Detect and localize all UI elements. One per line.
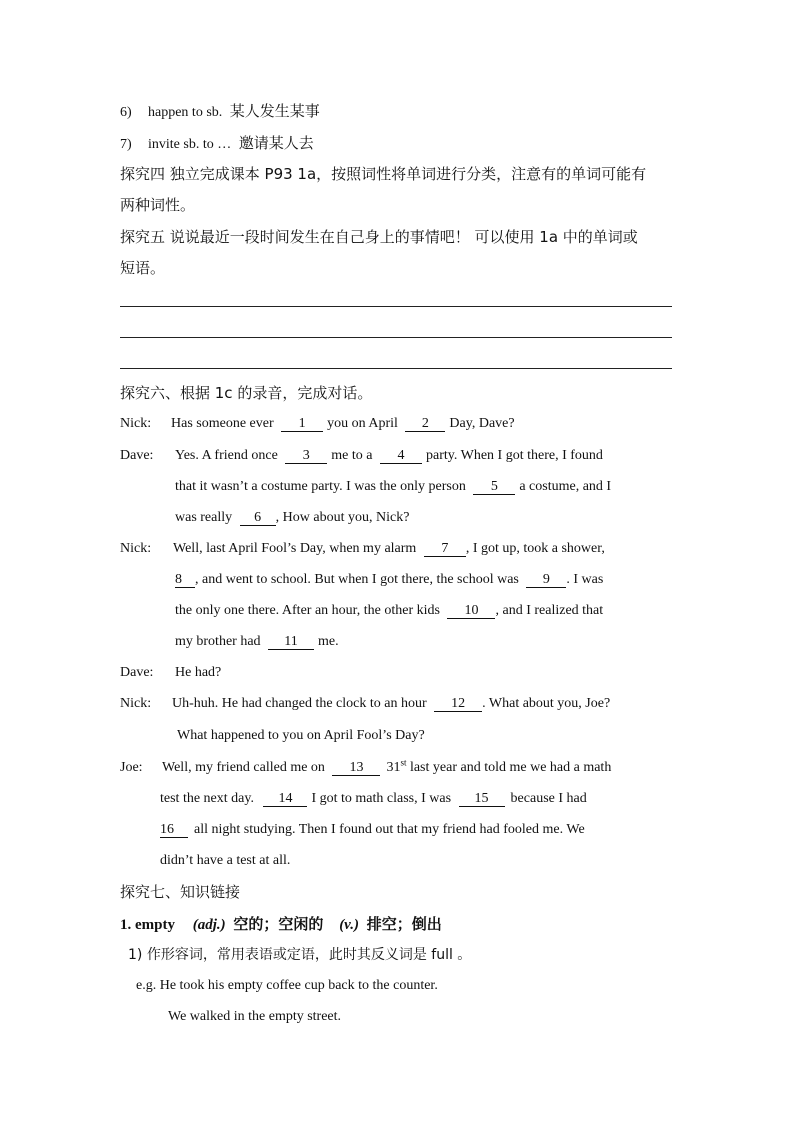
- dialogue-text: Yes. A friend once: [175, 448, 278, 463]
- phrase-english: happen to sb.: [148, 105, 223, 120]
- dialogue-joe-line3: [160, 820, 585, 840]
- dialogue-text: Day, Dave?: [449, 416, 515, 431]
- speaker-label: Nick:: [120, 696, 152, 711]
- blank-6[interactable]: 6: [240, 510, 276, 526]
- dialogue-text: that it wasn’t a costume party. I was the only person: [175, 479, 466, 494]
- dialogue-text: last year and told me we had a math: [409, 760, 612, 775]
- task4-line1: 探究四 独立完成课本 P93 1a，按照词性将单词进行分类，注意有的单词可能有: [120, 165, 647, 183]
- writing-line[interactable]: [120, 306, 672, 307]
- blank-1[interactable]: 1: [281, 416, 323, 432]
- dialogue-text: because I had: [510, 791, 587, 806]
- dialogue-joe-line2: [160, 789, 587, 809]
- task5-line2: 短语。: [120, 259, 166, 277]
- speaker-label: Dave:: [120, 448, 154, 463]
- dialogue-text: Has someone ever: [171, 416, 274, 431]
- vocab-pos-adj: (adj.): [192, 917, 226, 933]
- phrase-chinese: 邀请某人去: [238, 134, 314, 152]
- dialogue-dave-1-line3: [175, 508, 409, 528]
- dialogue-text: 31: [386, 760, 401, 775]
- blank-3[interactable]: 3: [285, 448, 327, 464]
- dialogue-nick-3: [120, 694, 610, 714]
- dialogue-text: all night studying. Then I found out that my friend had fooled me. We: [194, 822, 585, 837]
- example-1: [136, 976, 438, 996]
- phrase-7: [120, 133, 314, 155]
- dialogue-text: . I was: [566, 572, 604, 587]
- speaker-label: Nick:: [120, 416, 152, 431]
- dialogue-joe-line4: didn’t have a test at all.: [160, 853, 291, 868]
- dialogue-nick-1: [120, 414, 515, 434]
- dialogue-dave-2: [120, 663, 221, 683]
- dialogue-text: was really: [175, 510, 233, 525]
- vocab-pos-verb: (v.): [339, 917, 360, 933]
- blank-2[interactable]: 2: [405, 416, 445, 432]
- vocab-heading: [120, 914, 442, 935]
- dialogue-dave-1: [120, 446, 603, 466]
- dialogue-text: party. When I got there, I found: [426, 448, 603, 463]
- example-sentence: He took his empty coffee cup back to the counter.: [159, 978, 438, 993]
- blank-13[interactable]: 13: [332, 760, 380, 776]
- dialogue-nick-2-line4: [175, 632, 339, 652]
- blank-4[interactable]: 4: [380, 448, 422, 464]
- phrase-chinese: 某人发生某事: [229, 102, 320, 120]
- dialogue-text: Well, my friend called me on: [162, 760, 325, 775]
- blank-10[interactable]: 10: [447, 603, 495, 619]
- speaker-label: Joe:: [120, 760, 143, 775]
- vocab-word: 1. empty: [120, 917, 175, 933]
- dialogue-text: . What about you, Joe?: [482, 696, 611, 711]
- dialogue-text: , and went to school. But when I got there, the school was: [195, 572, 519, 587]
- blank-7[interactable]: 7: [424, 541, 466, 557]
- blank-15[interactable]: 15: [459, 791, 505, 807]
- dialogue-nick-2-line3: [175, 601, 603, 621]
- speaker-label: Nick:: [120, 541, 152, 556]
- dialogue-text: , How about you, Nick?: [275, 510, 410, 525]
- dialogue-text: Uh-huh. He had changed the clock to an hour: [172, 696, 427, 711]
- phrase-number: 7): [120, 137, 132, 152]
- example-2: We walked in the empty street.: [168, 1009, 342, 1024]
- blank-5[interactable]: 5: [473, 479, 515, 495]
- dialogue-text: He had?: [175, 665, 222, 680]
- blank-16[interactable]: 16: [160, 822, 188, 838]
- speaker-label: Dave:: [120, 665, 154, 680]
- dialogue-text: , I got up, took a shower,: [465, 541, 605, 556]
- dialogue-nick-2-line2: [175, 570, 603, 590]
- dialogue-text: , and I realized that: [495, 603, 604, 618]
- ordinal-suffix: st: [400, 757, 407, 768]
- blank-11[interactable]: 11: [268, 634, 314, 650]
- blank-14[interactable]: 14: [263, 791, 307, 807]
- dialogue-nick-2: [120, 539, 605, 559]
- dialogue-nick-3-line2: What happened to you on April Fool’s Day?: [177, 728, 425, 743]
- dialogue-joe: [120, 758, 611, 778]
- dialogue-text: Well, last April Fool’s Day, when my alarm: [173, 541, 417, 556]
- phrase-6: [120, 101, 320, 123]
- writing-line[interactable]: [120, 337, 672, 338]
- task4-line2: 两种词性。: [120, 196, 196, 214]
- vocab-meaning-adj: 空的；空闲的: [233, 915, 324, 933]
- dialogue-text: I got to math class, I was: [311, 791, 452, 806]
- dialogue-text: the only one there. After an hour, the other kids: [175, 603, 440, 618]
- dialogue-text: a costume, and I: [519, 479, 612, 494]
- dialogue-dave-1-line2: [175, 477, 611, 497]
- task7-title: 探究七、知识链接: [120, 883, 241, 901]
- dialogue-text: me.: [318, 634, 339, 649]
- dialogue-text: you on April: [327, 416, 398, 431]
- task6-title: 探究六、根据 1c 的录音，完成对话。: [120, 384, 373, 402]
- dialogue-text: me to a: [331, 448, 373, 463]
- example-label: e.g.: [136, 978, 157, 993]
- phrase-number: 6): [120, 105, 132, 120]
- writing-line[interactable]: [120, 368, 672, 369]
- dialogue-text: my brother had: [175, 634, 261, 649]
- blank-9[interactable]: 9: [526, 572, 566, 588]
- vocab-meaning-verb: 排空；倒出: [366, 915, 442, 933]
- blank-8[interactable]: 8: [175, 572, 195, 588]
- vocab-note-1: 1) 作形容词，常用表语或定语，此时其反义词是 full 。: [128, 947, 472, 963]
- blank-12[interactable]: 12: [434, 696, 482, 712]
- phrase-english: invite sb. to …: [148, 137, 232, 152]
- dialogue-text: test the next day.: [160, 791, 254, 806]
- task5-line1: 探究五 说说最近一段时间发生在自己身上的事情吧！ 可以使用 1a 中的单词或: [120, 228, 638, 246]
